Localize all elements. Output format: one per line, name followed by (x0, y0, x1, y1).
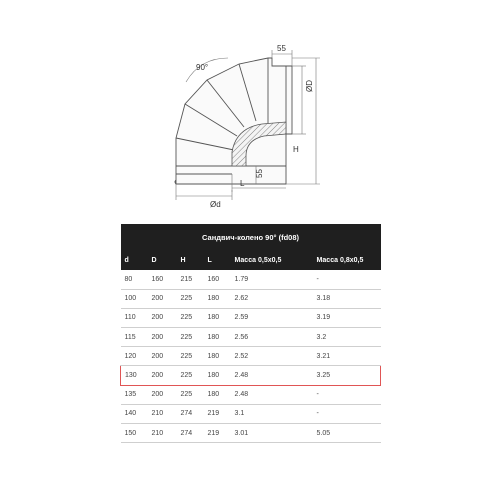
cell-L: 180 (204, 308, 231, 327)
cell-D: 210 (148, 424, 177, 443)
elbow-technical-drawing (150, 40, 350, 215)
cell-mass-05: 2.48 (231, 366, 313, 385)
cell-mass-08: 3.2 (313, 328, 381, 347)
cell-D: 200 (148, 308, 177, 327)
cell-D: 200 (148, 366, 177, 385)
cell-H: 274 (177, 404, 204, 423)
cell-mass-05: 2.48 (231, 385, 313, 404)
table-row (121, 308, 381, 327)
cell-mass-08: 3.25 (313, 366, 381, 385)
table-row (121, 347, 381, 366)
cell-L: 180 (204, 328, 231, 347)
cell-mass-08: 3.18 (313, 289, 381, 308)
table-row (121, 404, 381, 423)
header-mass-08: Масса 0,8x0,5 (313, 250, 381, 270)
cell-L: 219 (204, 404, 231, 423)
table-title-row (121, 224, 381, 250)
cell-d: 80 (121, 270, 148, 289)
specification-table (120, 224, 381, 443)
cell-d: 110 (121, 308, 148, 327)
dim-height-label: H (293, 145, 299, 154)
cell-D: 160 (148, 270, 177, 289)
cell-mass-05: 3.01 (231, 424, 313, 443)
cell-d: 150 (121, 424, 148, 443)
table-title: Сандвич-колено 90° (fd08) (121, 224, 381, 250)
cell-d: 115 (121, 328, 148, 347)
dim-diameter-d-label: Ød (210, 200, 221, 209)
table-row (121, 328, 381, 347)
cell-mass-05: 3.1 (231, 404, 313, 423)
cell-H: 225 (177, 328, 204, 347)
angle-label: 90° (196, 63, 209, 72)
cell-D: 200 (148, 328, 177, 347)
cell-mass-08: - (313, 404, 381, 423)
table-row (121, 424, 381, 443)
cell-mass-05: 1.79 (231, 270, 313, 289)
header-D: D (148, 250, 177, 270)
cell-H: 215 (177, 270, 204, 289)
table-row (121, 289, 381, 308)
cell-L: 180 (204, 366, 231, 385)
cell-L: 180 (204, 347, 231, 366)
header-d: d (121, 250, 148, 270)
cell-L: 160 (204, 270, 231, 289)
dim-small-label: 55 (255, 169, 264, 178)
cell-mass-08: - (313, 270, 381, 289)
dim-diameter-D-label: ØD (305, 80, 314, 92)
header-H: H (177, 250, 204, 270)
cell-d: 135 (121, 385, 148, 404)
table-header-row (121, 250, 381, 270)
cell-mass-05: 2.56 (231, 328, 313, 347)
cell-H: 225 (177, 385, 204, 404)
dim-length-label: L (240, 179, 245, 188)
header-L: L (204, 250, 231, 270)
cell-L: 219 (204, 424, 231, 443)
dim-top-label: 55 (277, 44, 286, 53)
cell-H: 225 (177, 366, 204, 385)
cell-d: 140 (121, 404, 148, 423)
cell-D: 200 (148, 289, 177, 308)
cell-mass-05: 2.52 (231, 347, 313, 366)
cell-d: 120 (121, 347, 148, 366)
cell-mass-08: 5.05 (313, 424, 381, 443)
cell-H: 225 (177, 308, 204, 327)
cell-mass-08: 3.19 (313, 308, 381, 327)
cell-mass-05: 2.62 (231, 289, 313, 308)
cell-d: 100 (121, 289, 148, 308)
cell-mass-05: 2.59 (231, 308, 313, 327)
cell-D: 210 (148, 404, 177, 423)
cell-H: 225 (177, 347, 204, 366)
table-row (121, 385, 381, 404)
cell-D: 200 (148, 385, 177, 404)
cell-mass-08: 3.21 (313, 347, 381, 366)
table-row (121, 270, 381, 289)
cell-L: 180 (204, 289, 231, 308)
cell-mass-08: - (313, 385, 381, 404)
cell-H: 225 (177, 289, 204, 308)
cell-D: 200 (148, 347, 177, 366)
header-mass-05: Масса 0,5x0,5 (231, 250, 313, 270)
cell-d: 130 (121, 366, 148, 385)
cell-H: 274 (177, 424, 204, 443)
table-row-highlighted (121, 366, 381, 385)
cell-L: 180 (204, 385, 231, 404)
